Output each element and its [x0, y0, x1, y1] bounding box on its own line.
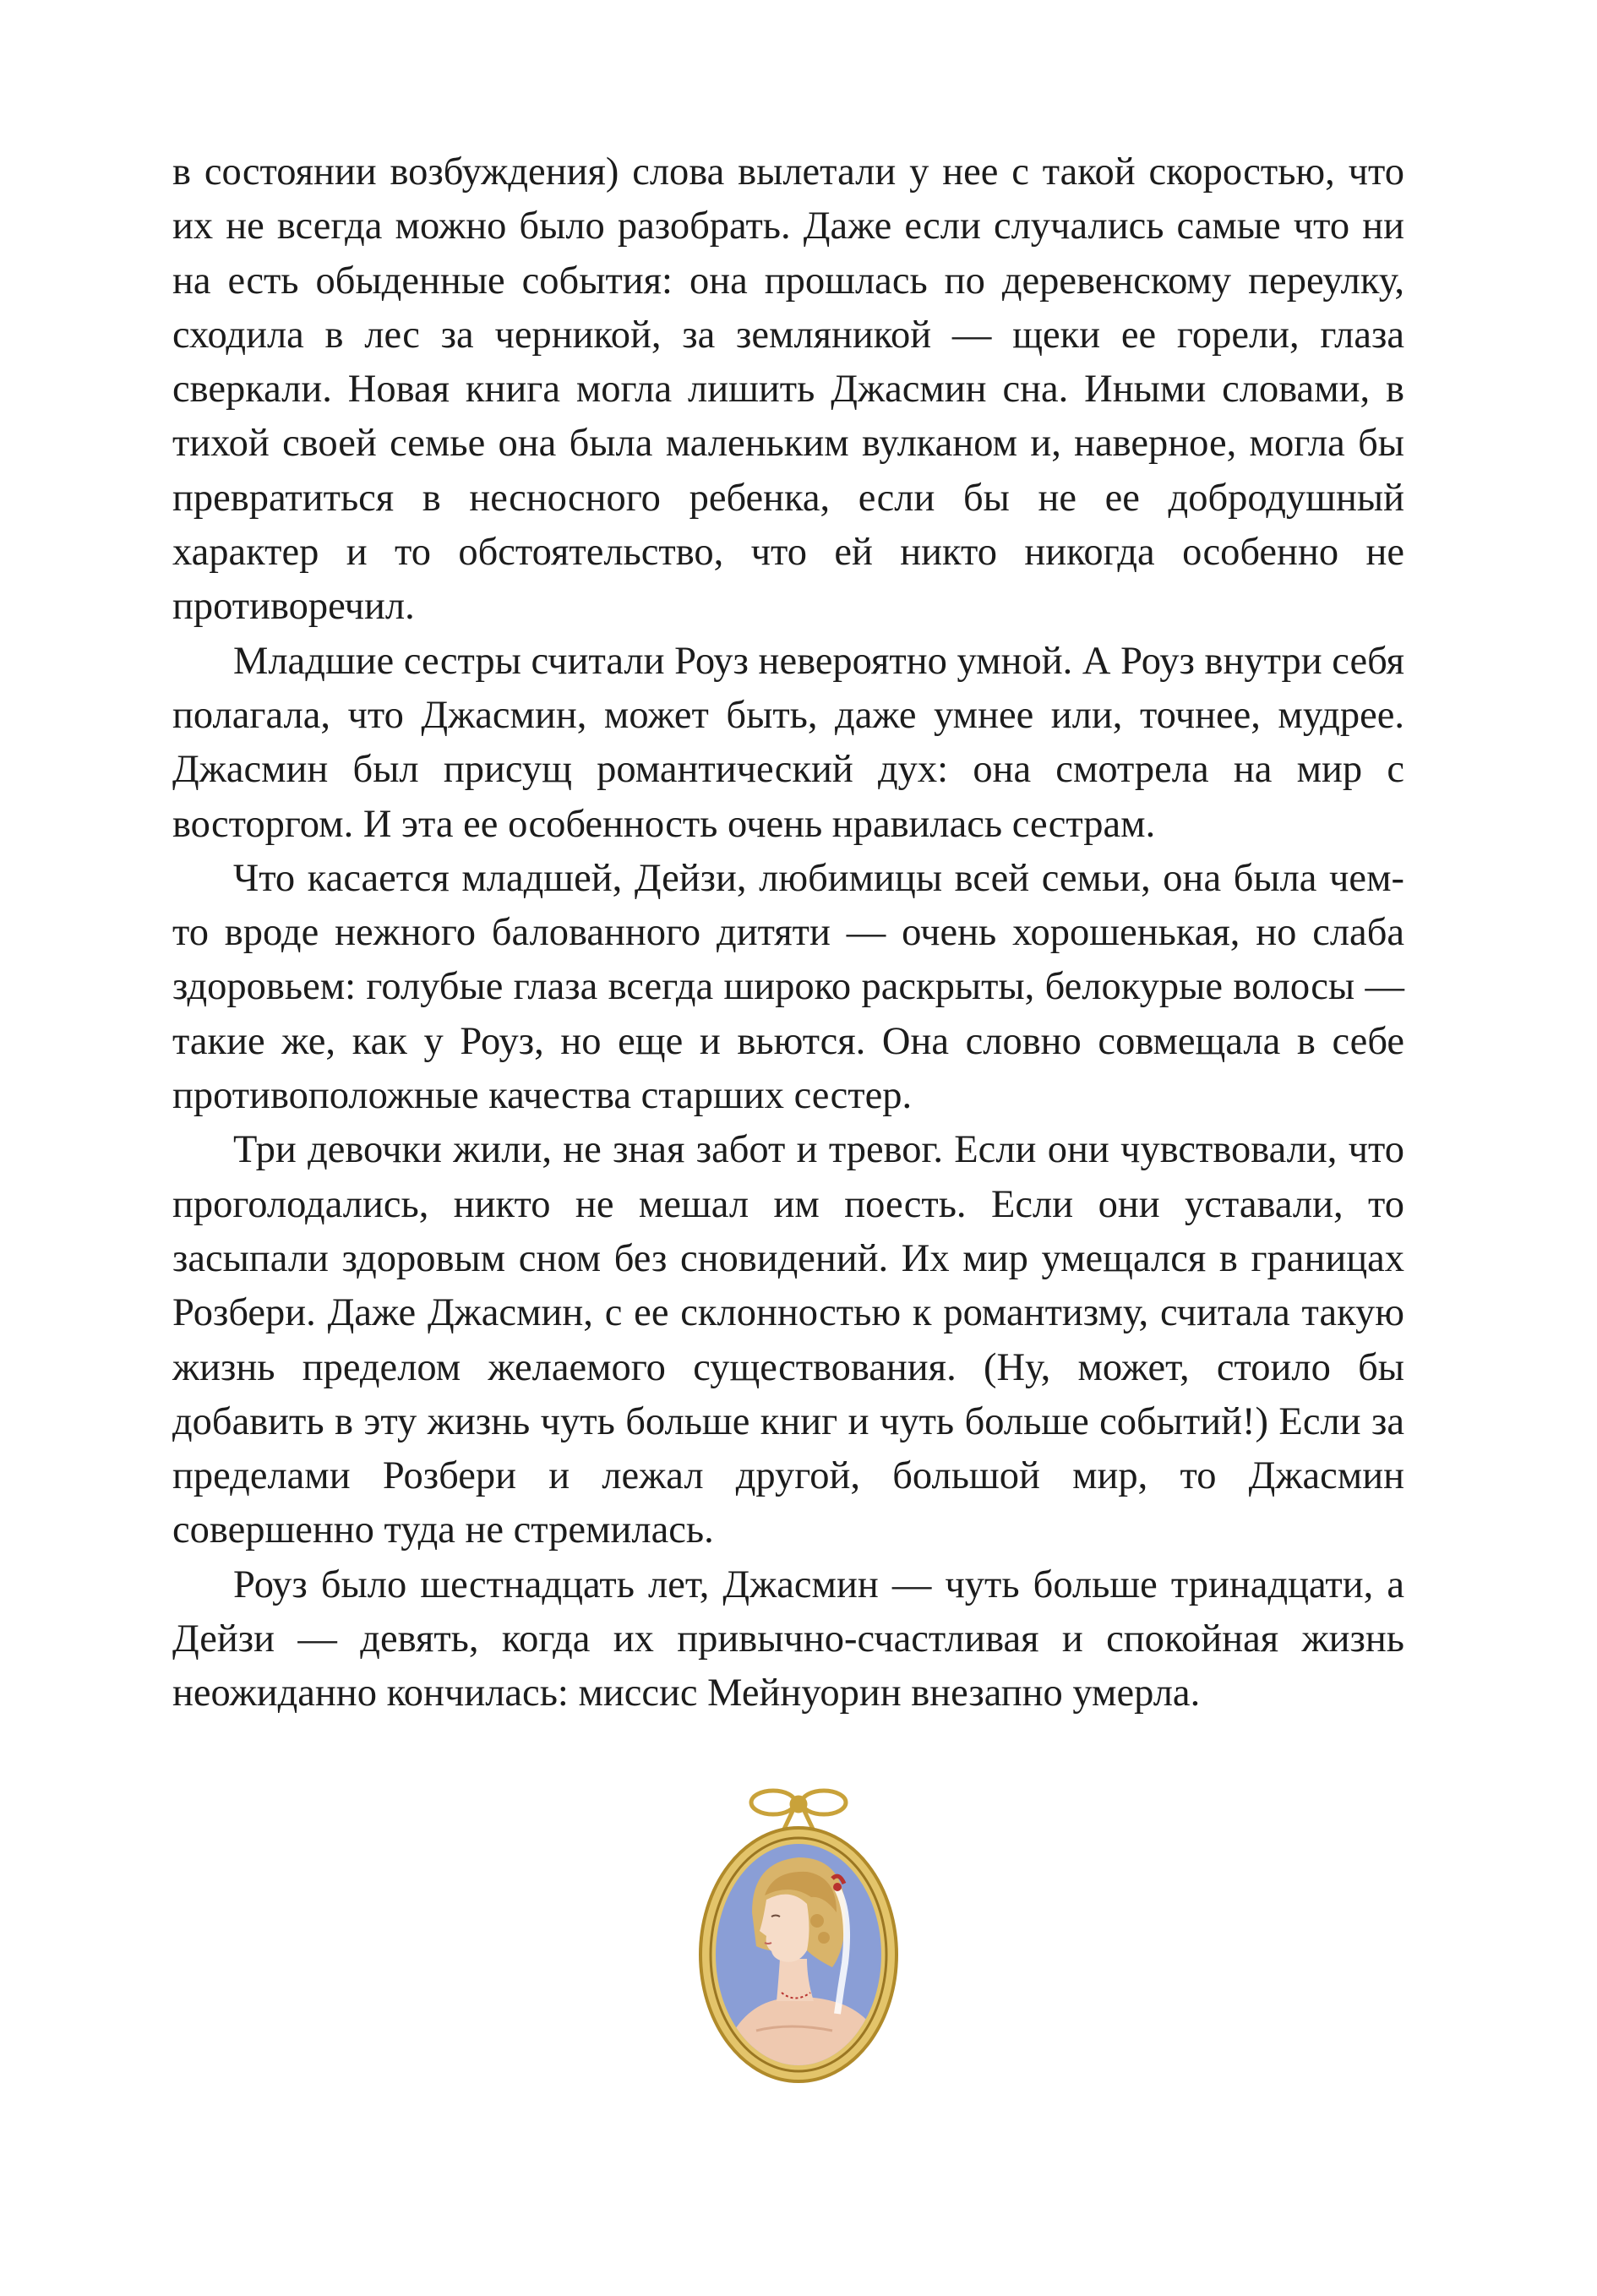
paragraph-1: в состоянии возбуждения) слова вылетали у нее с такой скоростью, что их не всегда можно было разобрать. Даже если случались самые что ни на есть обыденные события: она прошлась по деревенскому переулку, сходила в лес за черникой, за земляникой — щеки ее горели, глаза сверкали. Новая книга могла лишить Джасмин сна. Иными словами, в тихой своей семье она была маленьким вулканом и, наверное, могла бы превратиться в несносного ребенка, если бы не ее добродушный характер и то обстоятельство, что ей никто никогда особенно не противоречил.	[172, 150, 1404, 629]
cameo-illustration	[672, 1777, 925, 2090]
paragraph-4: Три девочки жили, не зная забот и тревог. Если они чувствовали, что проголодались, никто не мешал им поесть. Если они уставали, то засыпали здоровым сном без сновидений. Их мир умещался в границах Розбери. Даже Джасмин, с ее склонностью к романтизму, считала такую жизнь пределом желаемого существования. (Ну, может, стоило бы добавить в эту жизнь чуть больше книг и чуть больше событий!) Если за пределами Розбери и лежал другой, большой мир, то Джасмин совершенно туда не стремилась.	[172, 1128, 1404, 1552]
body-text	[172, 145, 1404, 1721]
paragraph-2: Младшие сестры считали Роуз невероятно умной. А Роуз внутри себя полагала, что Джасмин, может быть, даже умнее или, точнее, мудрее. Джасмин был присущ романтический дух: она смотрела на мир с восторгом. И эта ее особенность очень нравилась сестрам.	[172, 639, 1404, 846]
paragraph-5: Роуз было шестнадцать лет, Джасмин — чуть больше тринадцати, а Дейзи — девять, когда их привычно-счастливая и спокойная жизнь неожиданно кончилась: миссис Мейнуорин внезапно умерла.	[172, 1562, 1404, 1715]
paragraph-3: Что касается младшей, Дейзи, любимицы всей семьи, она была чем-то вроде нежного балованного дитяти — очень хорошенькая, но слаба здоровьем: голубые глаза всегда широко раскрыты, белокурые волосы — такие же, как у Роуз, но еще и вьются. Она словно совмещала в себе противоположные качества старших сестер.	[172, 856, 1404, 1118]
cameo-portrait-icon	[672, 1777, 925, 2090]
